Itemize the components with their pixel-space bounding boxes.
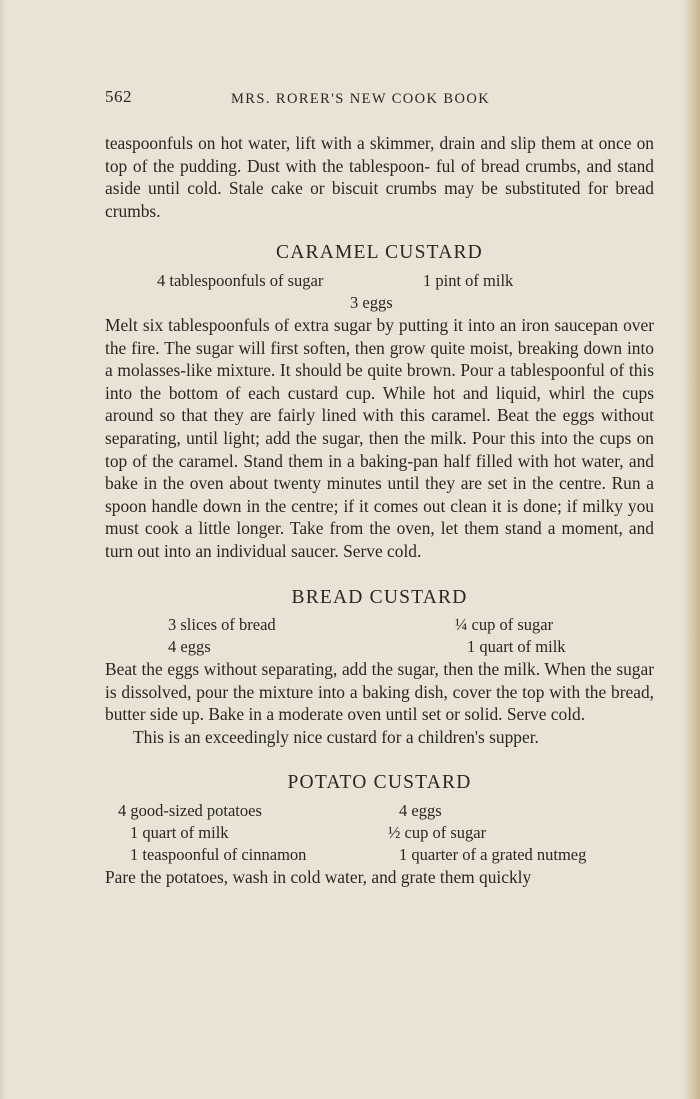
ingredient-row (105, 292, 654, 314)
text-line: should be quite brown. Pour a tablespoonful of this into the (105, 360, 654, 403)
ingredient-milk: 1 pint of milk (423, 270, 514, 290)
text-line: teaspoonfuls on hot water, lift with a skimmer, drain and slip (105, 133, 541, 153)
text-line: them at once on top of the pudding. Dust with the tablespoon- (105, 133, 654, 176)
text-line: Beat the eggs without separating, add the sugar, then the milk. (105, 659, 545, 680)
recipe-title-caramel-custard: CARAMEL CUSTARD (276, 242, 483, 264)
ingredient-sugar: ¼ cup of sugar (455, 615, 554, 635)
ingredient-potatoes: 4 good-sized potatoes (118, 801, 262, 821)
ingredient-bread: 3 slices of bread (168, 615, 276, 635)
ingredient-eggs: 4 eggs (168, 637, 211, 657)
potato-custard-method (105, 866, 654, 889)
text-line: quite moist, breaking down into a molasses-like mixture. It (105, 337, 654, 381)
ingredient-eggs: 3 eggs (350, 292, 393, 312)
text-line: cups around so that they are fairly lined with this caramel. (105, 382, 654, 426)
bread-custard-method (105, 658, 654, 726)
page-gutter-shadow (0, 0, 6, 1099)
page-header (105, 86, 654, 114)
running-title: MRS. RORER'S NEW COOK BOOK (231, 91, 491, 107)
recipe-title-potato-custard: POTATO CUSTARD (287, 772, 472, 794)
ingredient-row (105, 822, 654, 844)
text-line: dish, cover the top with the bread, butter side up. Bake in a (105, 681, 654, 725)
ingredient-row (105, 270, 654, 292)
text-line: into an individual saucer. Serve cold. (163, 540, 422, 561)
text-line: moderate oven until set or solid. Serve cold. (278, 704, 586, 725)
ingredient-sugar: ½ cup of sugar (388, 823, 487, 843)
text-line: ful of bread crumbs, and stand aside until cold. Stale cake or (105, 155, 654, 199)
recipe-title-bread-custard: BREAD CUSTARD (291, 586, 468, 608)
bread-custard-note: This is an exceedingly nice custard for a children's supper. (133, 726, 539, 747)
ingredient-row (105, 844, 654, 866)
ingredient-milk: 1 quart of milk (130, 823, 229, 843)
ingredient-sugar: 4 tablespoonfuls of sugar (157, 270, 324, 290)
text-line: Pare the potatoes, wash in cold water, and grate them quickly (105, 867, 532, 888)
ingredient-milk: 1 quart of milk (467, 637, 566, 657)
ingredient-row (105, 636, 654, 658)
ingredient-nutmeg: 1 quarter of a grated nutmeg (399, 845, 587, 865)
ingredient-row (105, 614, 654, 636)
book-page (105, 86, 654, 889)
ingredient-eggs: 4 eggs (399, 801, 442, 821)
page-edge-shadow (682, 0, 700, 1099)
page-number: 562 (105, 87, 132, 106)
caramel-custard-method (105, 314, 654, 563)
ingredient-row (105, 800, 654, 822)
text-line: out clean it is done; if milky you must cook a little longer. (105, 495, 654, 539)
text-line: biscuit crumbs may be substituted for bread crumbs. (105, 178, 654, 221)
text-line: then the milk. Pour this into the cups on top of the caramel. (105, 427, 654, 471)
text-line: Beat the eggs without separating, until light; add the sugar, (105, 405, 654, 448)
text-line: Take from the oven, let them stand a moment, and turn out (105, 518, 654, 561)
text-line: When the sugar is dissolved, pour the mixture into a baking (105, 659, 654, 702)
text-line: Stand them in a baking-pan half filled with hot water, and (243, 450, 654, 471)
text-line: saucepan over the fire. The sugar will first soften, then grow (105, 314, 654, 358)
intro-paragraph (105, 132, 654, 222)
text-line: centre. Run a spoon handle down in the centre; if it comes (105, 473, 654, 516)
text-line: bottom of each custard cup. While hot and liquid, whirl the (168, 382, 623, 403)
text-line: Melt six tablespoonfuls of extra sugar by putting it into an iron (105, 314, 555, 335)
ingredient-cinnamon: 1 teaspoonful of cinnamon (130, 845, 307, 865)
text-line: bake in the oven about twenty minutes until they are set in the (105, 473, 560, 494)
